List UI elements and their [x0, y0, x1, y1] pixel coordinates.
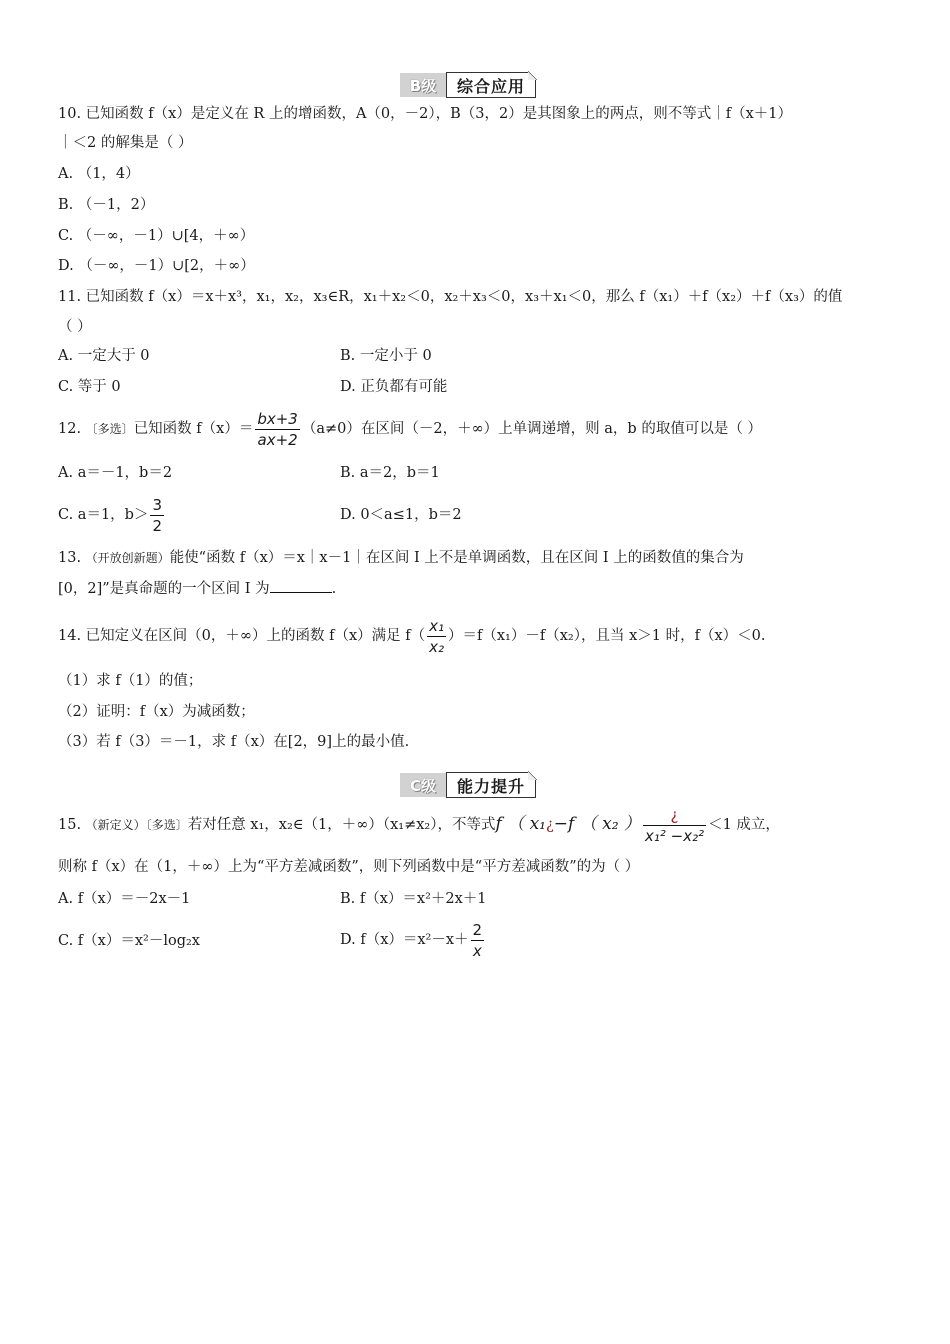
q12-option-c-lead: C. a＝1，b＞ [58, 507, 149, 523]
q15-garbled-mid: −f （ x₂ ） [553, 814, 641, 834]
q11-option-b: B. 一定小于 0 [340, 348, 432, 364]
q13-text2: [0，2]”是真命题的一个区间 I 为 [58, 581, 270, 597]
q12-prefix: 12. [58, 421, 86, 437]
q11-option-a: A. 一定大于 0 [58, 348, 150, 364]
q12-tag: 〔多选〕 [85, 422, 134, 436]
q12-c-num: 3 [152, 495, 162, 514]
q13-tag: （开放创新题） [85, 551, 170, 565]
q15-line2: 则称 f（x）在（1，＋∞）上为“平方差减函数”，则下列函数中是“平方差减函数”的为（ ） [58, 859, 640, 875]
q12-fraction [255, 409, 300, 450]
q10-option-b: B. （－1，2） [58, 197, 155, 213]
q12-option-d: D. 0＜a≤1，b＝2 [340, 507, 462, 523]
q14-part2: （2）证明：f（x）为减函数； [58, 704, 255, 720]
q15-frac-num: ¿ [643, 805, 706, 826]
q12-option-a: A. a＝－1，b＝2 [58, 465, 173, 481]
q14-frac-num: x₁ [429, 616, 444, 635]
q10-option-a: A. （1，4） [58, 166, 140, 182]
q15-d-den: x [472, 941, 482, 960]
q14-fraction [427, 616, 446, 657]
q10-option-c: C. （－∞，－1）∪[4，＋∞） [58, 228, 255, 244]
q13-text1: 能使“函数 f（x）＝x｜x－1｜在区间 I 上不是单调函数，且在区间 I 上的函数值的集合为 [169, 550, 744, 566]
section-b-title: 综合应用 [446, 72, 536, 98]
section-c-title: 能力提升 [446, 772, 536, 798]
q15-garbled-mark: ¿ [545, 817, 554, 833]
q13-line2 [58, 578, 336, 599]
q15-frac-den: x₁² −x₂² [644, 826, 705, 845]
section-c-header [400, 772, 536, 798]
q13-line1 [58, 548, 744, 568]
q12-option-c-fraction [150, 495, 164, 536]
q15-option-d [340, 917, 486, 963]
q12-tail: （a≠0）在区间（－2，＋∞）上单调递增，则 a，b 的取值可以是（ ） [301, 421, 762, 437]
q11-line2: （ ） [58, 319, 92, 335]
q15-option-d-fraction [471, 920, 485, 961]
q15-tag1: （新定义） [85, 818, 146, 832]
q12-lead: 已知函数 f（x）＝ [133, 421, 254, 437]
q14-stem [58, 612, 765, 660]
q11-option-d: D. 正负都有可能 [340, 379, 448, 395]
q15-option-a: A. f（x）＝－2x－1 [58, 891, 191, 907]
q11-line1: 11. 已知函数 f（x）＝x＋x³，x₁，x₂，x₃∈R，x₁＋x₂＜0，x₂＋x₃＜0，x₃＋x₁＜0，那么 f（x₁）＋f（x₂）＋f（x₃）的值 [58, 289, 843, 305]
q12-stem [58, 405, 762, 453]
q11-option-c: C. 等于 0 [58, 379, 121, 395]
section-b-header [400, 72, 536, 98]
section-b-level: B级 [400, 73, 446, 97]
q15-prefix: 15. [58, 817, 86, 833]
q14-part3: （3）若 f（3）＝－1，求 f（x）在[2，9]上的最小值. [58, 734, 410, 750]
q15-d-num: 2 [472, 920, 483, 939]
q14-lead: 14. 已知定义在区间（0，＋∞）上的函数 f（x）满足 f（ [58, 628, 426, 644]
q15-option-c: C. f（x）＝x²－log₂x [58, 933, 200, 949]
q15-tail: ＜1 成立， [708, 817, 780, 833]
section-c-level: C级 [400, 773, 446, 797]
q15-stem [58, 800, 780, 849]
q10-line1: 10. 已知函数 f（x）是定义在 R 上的增函数，A（0，－2），B（3，2）是其图象上的两点，则不等式｜f（x＋1） [58, 106, 793, 122]
q12-option-b: B. a＝2，b＝1 [340, 465, 440, 481]
q14-frac-den: x₂ [429, 637, 444, 656]
q10-line2: ｜＜2 的解集是（ ） [58, 135, 193, 151]
q15-lead: 若对任意 x₁，x₂∈（1，＋∞）（x₁≠x₂），不等式 [187, 817, 496, 833]
q13-prefix: 13. [58, 550, 86, 566]
q10-option-d: D. （－∞，－1）∪[2，＋∞） [58, 258, 255, 274]
q14-part1: （1）求 f（1）的值； [58, 673, 203, 689]
q12-option-c [58, 492, 166, 538]
q13-end: . [331, 581, 337, 597]
q12-frac-den: ax+2 [257, 430, 298, 449]
q12-c-den: 2 [152, 516, 162, 535]
q15-option-d-lead: D. f（x）＝x²－x＋ [340, 932, 469, 948]
q15-tag2: 〔多选〕 [145, 818, 188, 832]
q15-option-b: B. f（x）＝x²＋2x＋1 [340, 891, 487, 907]
q14-tail: ）＝f（x₁）－f（x₂），且当 x＞1 时，f（x）＜0. [448, 628, 766, 644]
q12-frac-num: bx+3 [257, 409, 298, 428]
q15-garbled-f: f （ x₁ [495, 814, 546, 834]
q13-answer-blank[interactable] [270, 578, 332, 593]
q15-fraction [643, 805, 706, 846]
